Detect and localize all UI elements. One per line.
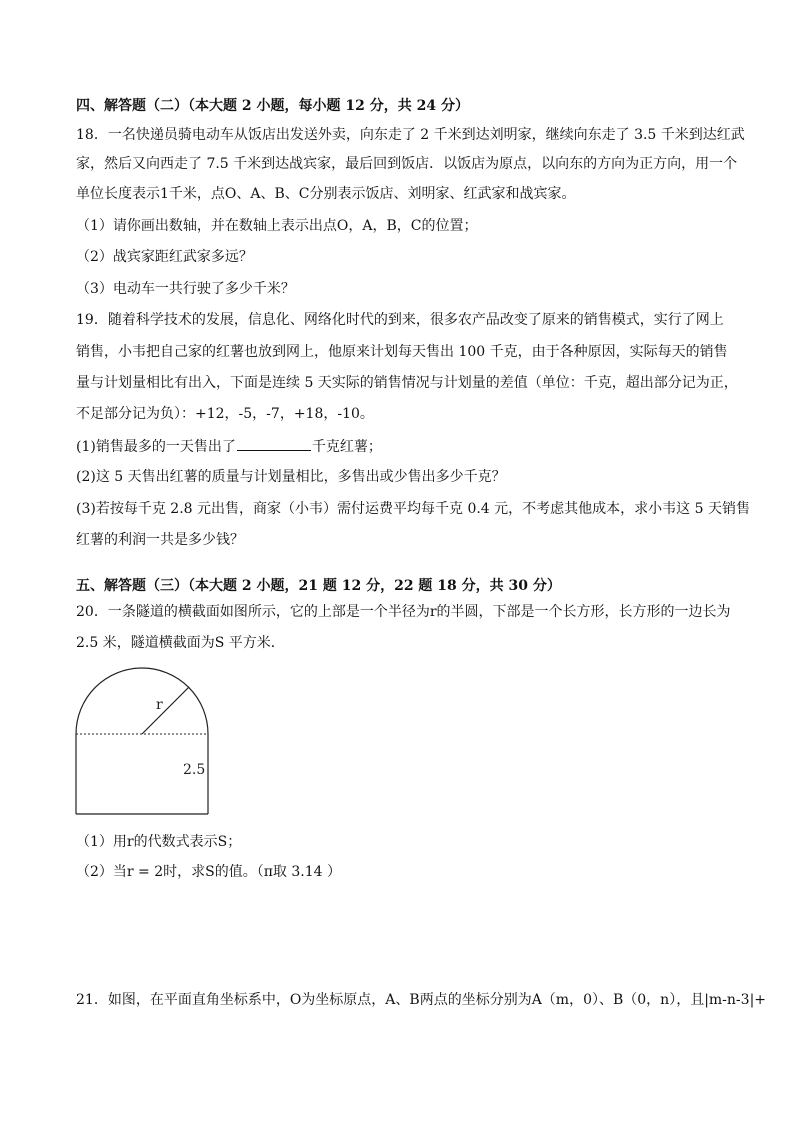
q19-sub1-post: 千克红薯；	[311, 439, 382, 455]
q19-sub1	[76, 436, 736, 457]
q18-line3: 单位长度表示1千米，点O、A、B、C分别表示饭店、刘明家、红武家和战宾家。	[76, 186, 576, 202]
q19-line1: 19．随着科学技术的发展，信息化、网络化时代的到来，很多农产品改变了原来的销售模式，实行了网上	[76, 312, 724, 328]
q18-line2: 家，然后又向西走了 7.5 千米到达战宾家，最后回到饭店．以饭店为原点，以向东的方向为正方向，用一个	[76, 156, 738, 172]
q19-sub3-line2: 红薯的利润一共是多少钱？	[76, 532, 244, 548]
q20-sub1: （1）用r的代数式表示S；	[76, 834, 242, 850]
q19-line3: 量与计划量相比有出入，下面是连续 5 天实际的销售情况与计划量的差值（单位：千克，超出部分记为正，	[76, 375, 738, 391]
q18-sub2: （2）战宾家距红武家多远？	[76, 249, 253, 265]
radius-line	[142, 687, 189, 734]
q20-line1: 20．一条隧道的横截面如图所示，它的上部是一个半径为r的半圆，下部是一个长方形，长方形的一边长为	[76, 604, 731, 620]
q19-line4: 不足部分记为负）：+12，-5，-7，+18，-10。	[76, 406, 374, 422]
q18-line1: 18．一名快递员骑电动车从饭店出发送外卖，向东走了 2 千米到达刘明家，继续向东走了 3.5 千米到达红武	[76, 127, 745, 143]
tunnel-figure	[70, 664, 230, 824]
answer-blank	[237, 436, 311, 451]
q21-line1: 21．如图，在平面直角坐标系中，O为坐标原点，A、B两点的坐标分别为A（m，0）、B（0，n），且|m-n-3|+	[76, 992, 767, 1008]
section5-heading: 五、解答题（三）（本大题 2 小题，21 题 12 分，22 题 18 分，共 30 分）	[76, 578, 561, 594]
q19-sub3-line1: (3)若按每千克 2.8 元出售，商家（小韦）需付运费平均每千克 0.4 元，不考虑其他成本，求小韦这 5 天销售	[76, 501, 750, 517]
section4-heading: 四、解答题（二）（本大题 2 小题，每小题 12 分，共 24 分）	[76, 98, 469, 114]
q18-sub3: （3）电动车一共行驶了多少千米？	[76, 281, 295, 297]
radius-label: r	[156, 697, 163, 713]
tunnel-semicircle	[76, 668, 208, 734]
q20-sub2: （2）当r = 2时，求S的值。（π取 3.14 ）	[76, 864, 342, 880]
height-label: 2.5	[183, 762, 206, 778]
q18-sub1: （1）请你画出数轴，并在数轴上表示出点O，A，B，C的位置；	[76, 218, 478, 234]
q19-sub2: (2)这 5 天售出红薯的质量与计划量相比，多售出或少售出多少千克？	[76, 469, 506, 485]
q20-line2: 2.5 米，隧道横截面为S 平方米．	[76, 635, 285, 651]
q19-line2: 销售，小韦把自己家的红薯也放到网上，他原来计划每天售出 100 千克，由于各种原因，实际每天的销售	[76, 344, 728, 360]
q19-sub1-pre: (1)销售最多的一天售出了	[76, 439, 236, 455]
